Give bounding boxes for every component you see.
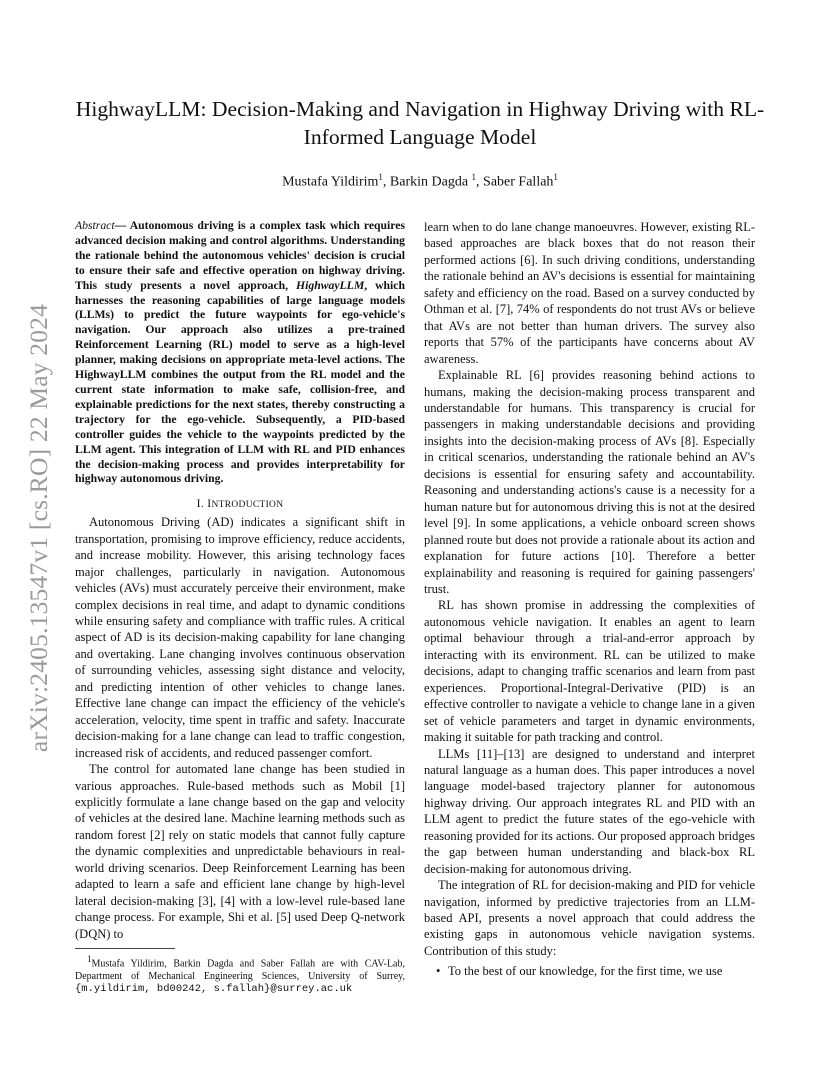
author-name: Barkin Dagda	[389, 174, 472, 190]
author-affiliation-mark: 1	[378, 172, 383, 182]
body-paragraph: The integration of RL for decision-making and PID for vehicle navigation, informed by predictive trajectories from an LLM-based API, presents a novel approach that could address the existing gaps in autonomous vehicle navigation systems. Contribution of this study:	[424, 878, 755, 958]
abstract-system-name: HighwayLLM	[296, 278, 365, 292]
abstract-text: Autonomous driving is a complex task which requires advanced decision making and control algorithms. Understanding the rationale behind the autonomous vehicles' decision is crucial to ensure their safe and effective operation on highway driving. This study presents a novel approach,	[75, 219, 406, 292]
right-column	[424, 219, 755, 980]
footnote-text: Mustafa Yildirim, Barkin Dagda and Saber Fallah are with CAV-Lab, Department of Mechanical Engineering Sciences, University of Surrey,	[75, 958, 405, 982]
footnote-rule	[75, 948, 175, 949]
left-column	[75, 219, 405, 996]
abstract-label: Abstract	[75, 219, 115, 232]
paper-title: HighwayLLM: Decision-Making and Navigation in Highway Driving with RL-Informed Language Model	[75, 97, 765, 149]
body-paragraph: learn when to do lane change manoeuvres. However, existing RL-based approaches are black boxes that do not reason their performed actions [6]. In such driving conditions, understanding the rationale behind an AV's decisions is essential for maintaining safety and efficiency on the road. Based on a survey conducted by Othman et al. [7], 74% of respondents do not trust AVs or believe that AVs are not better than human drivers. The survey also reports that 57% of the participants have concerns about AV awareness.	[424, 220, 755, 366]
author-name: Mustafa Yildirim	[282, 174, 379, 190]
abstract-dash: —	[114, 219, 130, 232]
footnote	[75, 953, 405, 996]
footnote-emails: {m.yildirim, bd00242, s.fallah}@surrey.ac.uk	[75, 983, 353, 996]
section-title-rest: NTRODUCTION	[211, 500, 284, 511]
section-heading-introduction	[75, 497, 405, 510]
section-initial: I	[207, 497, 212, 511]
body-paragraph: LLMs [11]–[13] are designed to understand and interpret natural language as a human does. This paper introduces a novel language model-based trajectory planner for autonomous highway driving. Our approach integrates RL and PID with an LLM agent to predict the future states of the ego-vehicle with reasoning provided for its actions. Our proposed approach bridges the gap between human understanding and black-box RL decision-making for autonomous driving.	[424, 746, 755, 876]
author-affiliation-mark: 1	[471, 172, 477, 182]
body-paragraph: Autonomous Driving (AD) indicates a significant shift in transportation, promising to improve efficiency, reduce accidents, and increase mobility. However, this arising technology faces major challenges, particularly in navigation. Autonomous vehicles (AVs) must accurately perceive their environment, make complex decisions in real time, and adapt to dynamic conditions while ensuring safety and compliance with traffic rules. A critical aspect of AD is its decision-making capability for lane changing and overtaking. Lane changing involves continuous observation of surrounding vehicles, assessing sight distance and velocity, and predicting intention of other vehicles to change lanes. Effective lane change can impact the efficiency of the vehicle's acceleration, velocity, time spent in traffic and safety. Inaccurate decision-making for a lane change can lead to traffic congestion, increased risk of accidents, and reduced passenger comfort.	[75, 515, 405, 760]
author-name: Saber Fallah	[483, 174, 554, 190]
contribution-item: • To the best of our knowledge, for the first time, we use	[436, 963, 755, 979]
author-affiliation-mark: 1	[553, 172, 558, 182]
body-paragraph: The control for automated lane change has been studied in various approaches. Rule-based methods such as Mobil [1] explicitly formulate a lane change based on the gap and velocity of vehicles at the desired lane. Machine learning methods such as random forest [2] rely on static models that cannot fully capture the dynamic complexities and unpredictable behaviours in real-world driving scenarios. Deep Reinforcement Learning has been adapted to learn a safe and efficient lane change by high-level lateral decision-making [3], [4] with a low-level rule-based lane change process. For example, Shi et al. [5] used Deep Q-network (DQN) to	[75, 762, 405, 941]
abstract	[75, 219, 405, 487]
abstract-text: , which harnesses the reasoning capabilities of large language models (LLMs) to predict the future waypoints for ego-vehicle's navigation. Our approach also utilizes a pre-trained Reinforcement Learning (RL) model to serve as a high-level planner, making decisions on appropriate meta-level actions. The HighwayLLM combines the output from the RL model and the current state information to make safe, collision-free, and explainable predictions for the next states, thereby constructing a trajectory for the ego-vehicle. Subsequently, a PID-based controller guides the vehicle to the waypoints predicted by the LLM agent. This integration of LLM with RL and PID enhances the decision-making process and provides interpretability for highway autonomous driving.	[75, 278, 405, 486]
arxiv-side-stamp	[20, 278, 58, 778]
author-separator: ,	[382, 174, 390, 190]
footnote-mark: 1	[87, 954, 92, 965]
body-paragraph: RL has shown promise in addressing the complexities of autonomous vehicle navigation. It enables an agent to learn optimal behaviour through a trial-and-error approach by interacting with its environment. RL can be utilized to make decisions, adapt to changing traffic scenarios and learn from past experiences. Proportional-Integral-Derivative (PID) is an effective controller to navigate a vehicle to change lane in a given set of vehicle parameters and target in dynamic environments, making it suitable for path tracking and control.	[424, 598, 755, 745]
author-separator: ,	[476, 174, 484, 190]
section-number: I.	[196, 497, 208, 511]
body-paragraph: Explainable RL [6] provides reasoning behind actions to humans, making the decision-making process transparent and understandable for humans. This transparency is crucial for passengers in making understandable decisions and providing insights into the decision-making process of AVs [8]. Especially in critical scenarios, understanding the rationale behind an AV's decisions is essential for ensuring safety and accountability. Reasoning and understanding actions's cause is a necessity for a human nature but for autonomous driving this is not at the desired level [9]. In some applications, a vehicle onboard screen shows planned route but does not provide a rationale about its action and explanation for future actions [10]. Therefore a better explainability and reasoning is required for gaining passengers' trust.	[424, 368, 755, 596]
contribution-list	[424, 963, 755, 979]
arxiv-identifier: arXiv:2405.13547v1 [cs.RO] 22 May 2024	[24, 303, 53, 753]
author-list	[70, 172, 770, 191]
